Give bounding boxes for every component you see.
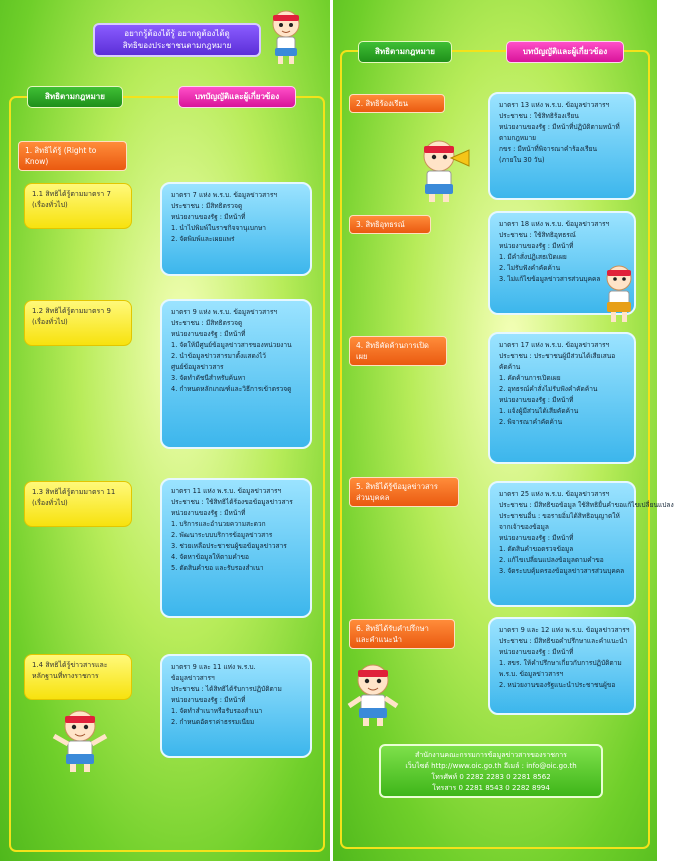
right-item-6-detail: มาตรา 9 และ 12 แห่ง พ.ร.บ. ข้อมูลข่าวสารฯ ประชาชน : มีสิทธิขอคำปรึกษาและคำแนะนำ หน่วยงานของรัฐ : มีหน้าที่ 1. สขร. ให้คำปรึกษาเกี่ยวกับการปฏิบัติตาม พ.ร.บ. ข้อมูลข่าวสารฯ 2. หน่วยงานของรัฐแนะนำประชาชนผู้ขอ [488, 617, 636, 715]
right-item-2-detail: มาตรา 13 แห่ง พ.ร.บ. ข้อมูลข่าวสารฯ ประชาชน : ใช้สิทธิร้องเรียน หน่วยงานของรัฐ : มีหน้าที่ปฏิบัติตามหน้าที่ ตามกฎหมาย กขร : มีหน้าที่พิจารณาคำร้องเรียน (ภายใน 30 วัน) [488, 92, 636, 200]
right-item-5-label: 5. สิทธิได้รู้ข้อมูลข่าวสาร ส่วนบุคคล [349, 477, 459, 507]
right-item-2-label: 2. สิทธิร้องเรียน [349, 94, 445, 113]
title-line-1: อยากรู้ต้องได้รู้ อยากดูต้องได้ดู [124, 29, 230, 38]
section-1-label: 1. สิทธิได้รู้ (Right to Know) [18, 141, 127, 171]
left-item-3-detail: มาตรา 11 แห่ง พ.ร.บ. ข้อมูลข่าวสารฯ ประชาชน : ใช้สิทธิได้ร้องขอข้อมูลข่าวสาร หน่วยงานของรัฐ : มีหน้าที่ 1. บริการและอำนวยความสะดวก 2. พัฒนาระบบบริการข้อมูลข่าวสาร 3. ช่วยเหลือประชาชนผู้ขอข้อมูลข่าวสาร 4. จัดหาข้อมูลให้ตามคำขอ 5. ตัดสินคำขอ และรับรองสำเนา [160, 478, 312, 618]
right-item-6-label: 6. สิทธิได้รับคำปรึกษา และคำแนะนำ [349, 619, 455, 649]
left-item-2-detail: มาตรา 9 แห่ง พ.ร.บ. ข้อมูลข่าวสารฯ ประชาชน : มีสิทธิตรวจดู หน่วยงานของรัฐ : มีหน้าที่ 1. จัดให้มีศูนย์ข้อมูลข่าวสารของหน่วยงาน 2. นำข้อมูลข่าวสารมาตั้งแสดงไว้ ศูนย์ข้อมูลข่าวสาร 3. จัดทำดัชนีสำหรับค้นหา 4. กำหนดหลักเกณฑ์และวิธีการเข้าตรวจดู [160, 299, 312, 449]
left-item-1-label: 1.1 สิทธิได้รู้ตามมาตรา 7 (เรื่องทั่วไป) [24, 183, 132, 229]
left-item-4-label: 1.4 สิทธิได้รู้ข่าวสารและ หลักฐานที่ทางราชการ [24, 654, 132, 700]
right-panel [333, 0, 674, 861]
title-line-2: สิทธิของประชาชนตามกฎหมาย [122, 41, 232, 50]
left-item-4-detail: มาตรา 9 และ 11 แห่ง พ.ร.บ. ข้อมูลข่าวสารฯ ประชาชน : ได้สิทธิได้รับการปฏิบัติตาม หน่วยงานของรัฐ : มีหน้าที่ 1. จัดทำสำเนาหรือรับรองสำเนา 2. กำหนดอัตราค่าธรรมเนียม [160, 654, 312, 758]
tab-exemption-right: บทบัญญัติและผู้เกี่ยวข้อง [506, 41, 624, 63]
tab-law-left: สิทธิตามกฎหมาย [27, 86, 123, 108]
contact-tel: โทรศัพท์ 0 2282 2283 0 2281 8562 [431, 773, 551, 781]
mascot-illustration [262, 6, 310, 66]
right-item-4-label: 4. สิทธิคัดค้านการเปิดเผย [349, 336, 447, 366]
right-item-3-detail: มาตรา 18 แห่ง พ.ร.บ. ข้อมูลข่าวสารฯ ประชาชน : ใช้สิทธิอุทธรณ์ หน่วยงานของรัฐ : มีหน้าที่ 1. มีคำสั่งปฏิเสธเปิดเผย 2. ไม่รับฟังคำคัดค้าน 3. ไม่แก้ไขข้อมูลข่าวสารส่วนบุคคล [488, 211, 636, 315]
left-item-3-label: 1.3 สิทธิได้รู้ตามมาตรา 11 (เรื่องทั่วไป) [24, 481, 132, 527]
mascot-illustration [341, 660, 405, 728]
contact-box [379, 744, 603, 798]
right-item-3-label: 3. สิทธิอุทธรณ์ [349, 215, 431, 234]
right-item-4-detail: มาตรา 17 แห่ง พ.ร.บ. ข้อมูลข่าวสารฯ ประชาชน : ประชาชนผู้มีส่วนได้เสียเสนอ คัดค้าน 1. คัดค้านการเปิดเผย 2. อุทธรณ์คำสั่งไม่รับฟังคำคัดค้าน หน่วยงานของรัฐ : มีหน้าที่ 1. แจ้งผู้มีส่วนได้เสียคัดค้าน 2. พิจารณาคำคัดค้าน [488, 332, 636, 464]
left-item-1-detail: มาตรา 7 แห่ง พ.ร.บ. ข้อมูลข่าวสารฯ ประชาชน : มีสิทธิตรวจดู หน่วยงานของรัฐ : มีหน้าที่ 1. นำไปพิมพ์ในราชกิจจานุเบกษา 2. จัดพิมพ์และเผยแพร่ [160, 182, 312, 276]
tab-law-right: สิทธิตามกฎหมาย [358, 41, 452, 63]
left-panel [0, 0, 330, 861]
mascot-illustration [413, 136, 477, 204]
tab-exemption-left: บทบัญญัติและผู้เกี่ยวข้อง [178, 86, 296, 108]
left-item-2-label: 1.2 สิทธิได้รู้ตามมาตรา 9 (เรื่องทั่วไป) [24, 300, 132, 346]
contact-web: เว็บไซต์ http://www.oic.go.th อีเมล์ : info@oic.go.th [405, 762, 577, 770]
contact-org: สำนักงานคณะกรรมการข้อมูลข่าวสารของราชการ [415, 751, 567, 759]
contact-fax: โทรสาร 0 2281 8543 0 2282 8994 [432, 784, 550, 792]
mascot-illustration [597, 262, 641, 326]
mascot-illustration [48, 706, 112, 774]
brochure-title [93, 23, 261, 57]
right-item-5-detail: มาตรา 25 แห่ง พ.ร.บ. ข้อมูลข่าวสารฯ ประชาชน : มีสิทธิขอข้อมูล ใช้สิทธิยื่นคำขอแก้ไขเปลี่ยนแปลง ประชาชนอื่น : ขอรายอิ่มได้สิทธิอนุญาตให้ จากเจ้าของข้อมูล หน่วยงานของรัฐ : มีหน้าที่ 1. ตัดสินคำขอตรวจข้อมูล 2. แก้ไขเปลี่ยนแปลงข้อมูลตามคำขอ 3. จัดระบบคุ้มครองข้อมูลข่าวสารส่วนบุคคล [488, 481, 636, 607]
